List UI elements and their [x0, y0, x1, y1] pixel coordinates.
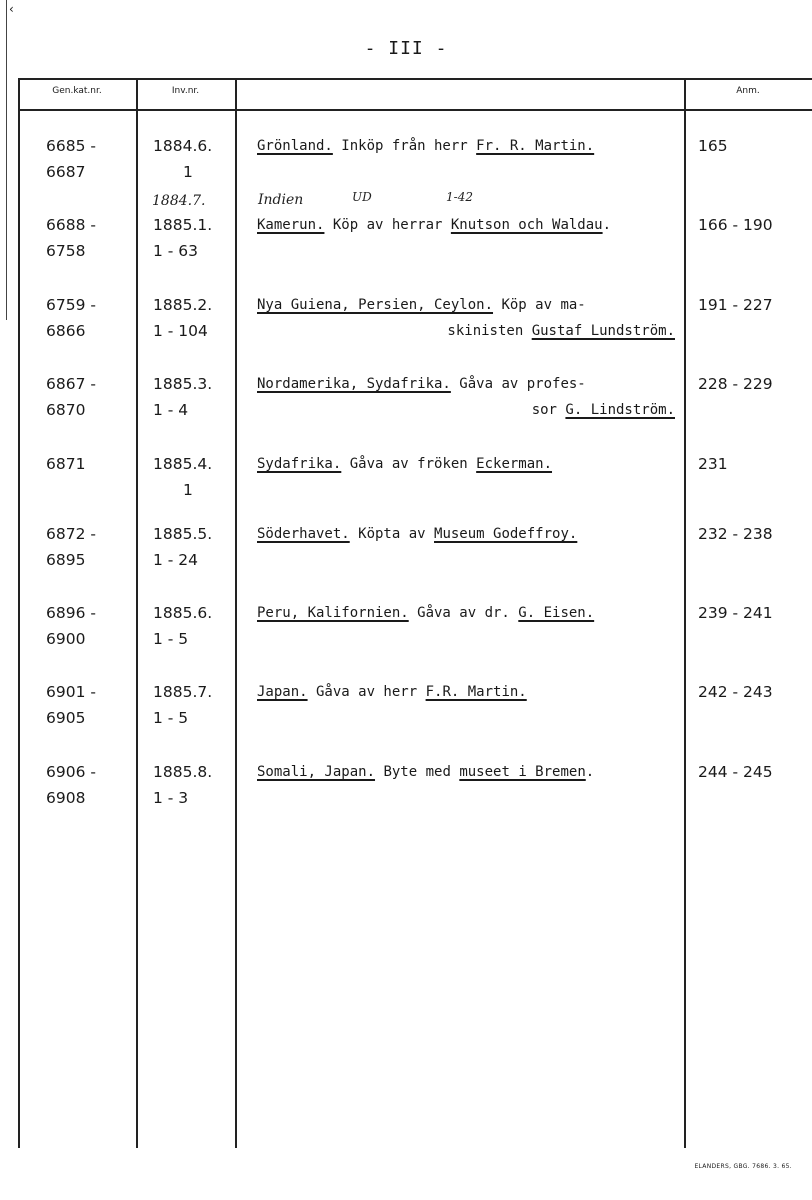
gen-kat-nr: [46, 371, 96, 423]
underlined-text: G. Lindström.: [565, 402, 675, 418]
gen-kat-line: 6895: [46, 551, 86, 569]
gen-kat-line: 6870: [46, 401, 86, 419]
underlined-text: museet i Bremen: [459, 764, 586, 780]
description: [257, 371, 687, 423]
gen-kat-line: 6758: [46, 242, 86, 260]
plain-text: sor: [531, 402, 566, 418]
ledger-entry: [18, 521, 812, 581]
inv-nr: [153, 371, 212, 423]
inv-line: 1885.4.: [153, 455, 213, 473]
underlined-text: G. Eisen.: [518, 605, 595, 621]
inv-nr: [153, 521, 212, 573]
print-footer: ELANDERS, GBG. 7686. 3. 65.: [694, 1163, 792, 1170]
gen-kat-line: 6872 -: [46, 525, 96, 543]
plain-text: skinisten: [447, 323, 532, 339]
ledger-entry: [18, 292, 812, 352]
anm: 228 - 229: [698, 375, 773, 393]
underlined-text: Gustaf Lundström.: [531, 323, 675, 339]
description-line: [257, 759, 687, 785]
inv-line: 1885.6.: [153, 604, 213, 622]
gen-kat-line: 6908: [46, 789, 86, 807]
ledger-entry: [18, 212, 812, 272]
plain-text: Köp av ma-: [493, 297, 586, 313]
underlined-text: Peru, Kalifornien.: [257, 605, 409, 621]
gen-kat-nr: [46, 451, 85, 503]
inv-line: 1: [183, 163, 193, 181]
inv-line: 1885.7.: [153, 683, 213, 701]
description: [257, 292, 687, 344]
page-title: - III -: [364, 38, 448, 59]
underlined-text: Grönland.: [257, 138, 333, 154]
handwritten-text-note: Indien: [258, 192, 304, 208]
handwritten-code-note: UD: [352, 190, 372, 204]
gen-kat-nr: [46, 133, 96, 185]
inv-line: 1 - 104: [153, 322, 208, 340]
gen-kat-nr: [46, 212, 96, 264]
gen-kat-nr: [46, 521, 96, 573]
inv-nr: [153, 292, 212, 344]
underlined-text: Sydafrika.: [257, 456, 342, 472]
plain-text: .: [585, 764, 595, 780]
inv-line: 1 - 24: [153, 551, 199, 569]
description-line: [257, 521, 687, 547]
ledger-entry: [18, 371, 812, 431]
underlined-text: Museum Godeffroy.: [434, 526, 578, 542]
inv-line: 1885.3.: [153, 375, 213, 393]
underlined-text: Knutson och Waldau: [450, 217, 603, 233]
description-line: [257, 600, 687, 626]
inv-line: 1885.2.: [153, 296, 213, 314]
gen-kat-line: [46, 477, 85, 503]
description: [257, 759, 687, 785]
gen-kat-line: 6906 -: [46, 763, 96, 781]
plain-text: Köp av herrar: [324, 217, 451, 233]
ledger-entry: [18, 679, 812, 739]
underlined-text: Söderhavet.: [257, 526, 350, 542]
description-line: [257, 133, 687, 159]
anm: 165: [698, 137, 728, 155]
inv-line: 1 - 4: [153, 401, 189, 419]
description: [257, 133, 687, 159]
gen-kat-line: 6685 -: [46, 137, 96, 155]
description: [257, 679, 687, 705]
inv-line: 1885.5.: [153, 525, 213, 543]
inv-line: 1: [183, 481, 193, 499]
inv-nr: [153, 679, 212, 731]
inv-line: 1884.6.: [153, 137, 213, 155]
description-line: [257, 451, 687, 477]
header-anm: Anm.: [736, 86, 760, 96]
description-line: [257, 212, 687, 238]
corner-mark: ‹: [9, 2, 14, 16]
anm: 242 - 243: [698, 683, 773, 701]
description-line: [257, 679, 687, 705]
plain-text: Gåva av dr.: [408, 605, 519, 621]
plain-text: Köpta av: [349, 526, 435, 542]
gen-kat-line: 6871: [46, 455, 86, 473]
inv-nr: [153, 600, 212, 652]
underlined-text: Somali, Japan.: [257, 764, 376, 780]
plain-text: Gåva av herr: [307, 684, 426, 700]
plain-text: Byte med: [375, 764, 460, 780]
description: [257, 451, 687, 477]
plain-text: Gåva av profes-: [450, 376, 586, 392]
anm: 191 - 227: [698, 296, 773, 314]
ledger-entry: [18, 451, 812, 511]
inv-nr: [153, 451, 212, 503]
inv-line: 1885.8.: [153, 763, 213, 781]
anm: 232 - 238: [698, 525, 773, 543]
description-line: [257, 318, 687, 344]
inv-nr: [153, 759, 212, 811]
description-line: [257, 371, 687, 397]
gen-kat-line: 6688 -: [46, 216, 96, 234]
gen-kat-line: 6900: [46, 630, 86, 648]
gen-kat-line: 6687: [46, 163, 86, 181]
underlined-text: Eckerman.: [476, 456, 553, 472]
header-gen-kat: Gen.kat.nr.: [52, 86, 102, 96]
gen-kat-line: 6867 -: [46, 375, 96, 393]
underlined-text: Nordamerika, Sydafrika.: [257, 376, 451, 392]
inv-line: 1 - 63: [153, 242, 199, 260]
underlined-text: Fr. R. Martin.: [476, 138, 595, 154]
plain-text: Gåva av fröken: [341, 456, 477, 472]
description: [257, 212, 687, 238]
plain-text: Inköp från herr: [332, 138, 477, 154]
gen-kat-line: 6759 -: [46, 296, 96, 314]
underlined-text: Kamerun.: [257, 217, 325, 233]
inv-nr: [153, 133, 212, 185]
description-line: [257, 292, 687, 318]
anm: 166 - 190: [698, 216, 773, 234]
anm: 239 - 241: [698, 604, 773, 622]
gen-kat-line: 6905: [46, 709, 86, 727]
gen-kat-line: 6896 -: [46, 604, 96, 622]
underlined-text: Japan.: [257, 684, 308, 700]
gen-kat-nr: [46, 679, 96, 731]
plain-text: .: [602, 217, 612, 233]
handwritten-inv-note: 1884.7.: [152, 193, 206, 209]
gen-kat-line: 6866: [46, 322, 86, 340]
gen-kat-nr: [46, 292, 96, 344]
description-line: [257, 397, 687, 423]
anm: 231: [698, 455, 728, 473]
anm: 244 - 245: [698, 763, 773, 781]
gen-kat-line: 6901 -: [46, 683, 96, 701]
ledger-entry: [18, 759, 812, 819]
inv-line: 1 - 5: [153, 709, 189, 727]
ledger-entry: [18, 600, 812, 660]
ledger-table: [18, 78, 812, 1148]
handwritten-range-note: 1-42: [446, 190, 473, 204]
description: [257, 521, 687, 547]
gen-kat-nr: [46, 759, 96, 811]
description: [257, 600, 687, 626]
underlined-text: Nya Guiena, Persien, Ceylon.: [257, 297, 494, 313]
underlined-text: F.R. Martin.: [425, 684, 527, 700]
inv-line: 1 - 3: [153, 789, 189, 807]
ledger-entry: [18, 133, 812, 193]
gen-kat-nr: [46, 600, 96, 652]
header-inv: Inv.nr.: [171, 86, 200, 96]
inv-line: 1 - 5: [153, 630, 189, 648]
inv-line: 1885.1.: [153, 216, 213, 234]
inv-nr: [153, 212, 212, 264]
